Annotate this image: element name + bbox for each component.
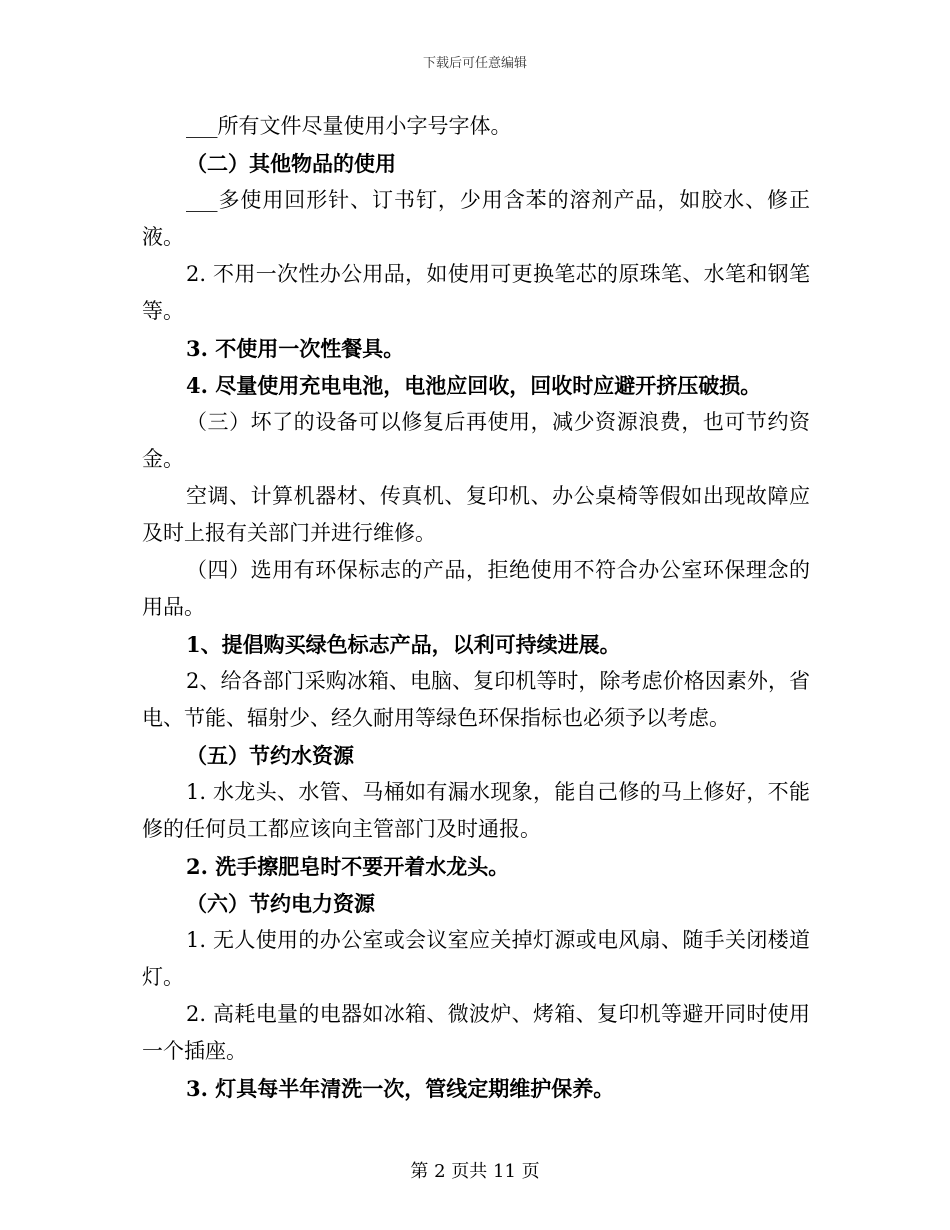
section-heading-2: （二）其他物品的使用: [186, 151, 396, 176]
section-heading-6: （六）节约电力资源: [186, 891, 375, 916]
paragraph-10: 1、提倡购买绿色标志产品，以利可持续进展。: [186, 632, 621, 657]
paragraph-1: ___所有文件尽量使用小字号字体。: [186, 114, 512, 138]
paragraph-18: 3. 灯具每半年清洗一次，管线定期维护保养。: [186, 1076, 615, 1101]
paragraph-11: 2、给各部门采购冰箱、电脑、复印机等时，除考虑价格因素外，省电、节能、辐射少、经久耐用等绿色环保指标也必须予以考虑。: [142, 669, 810, 730]
page-header: 下载后可任意编辑: [422, 56, 527, 71]
page-footer: 第 2 页共 11 页: [410, 1161, 540, 1182]
paragraph-14: 2. 洗手擦肥皂时不要开着水龙头。: [186, 854, 510, 879]
paragraph-13: 1. 水龙头、水管、马桶如有漏水现象，能自己修的马上修好，不能修的任何员工都应该向主管部门及时通报。: [142, 780, 810, 841]
document-body: [142, 108, 810, 1107]
paragraph-4: 2. 不用一次性办公用品，如使用可更换笔芯的原珠笔、水笔和钢笔等。: [142, 262, 810, 323]
paragraph-5: 3. 不使用一次性餐具。: [186, 336, 405, 361]
section-heading-4: （四）选用有环保标志的产品，拒绝使用不符合办公室环保理念的用品。: [142, 558, 810, 619]
section-heading-3: （三）坏了的设备可以修复后再使用，减少资源浪费，也可节约资金。: [142, 410, 810, 471]
paragraph-6: 4. 尽量使用充电电池，电池应回收，回收时应避开挤压破损。: [186, 373, 762, 398]
paragraph-17: 2. 高耗电量的电器如冰箱、微波炉、烤箱、复印机等避开同时使用一个插座。: [142, 1002, 810, 1063]
section-heading-5: （五）节约水资源: [186, 743, 354, 768]
paragraph-16: 1. 无人使用的办公室或会议室应关掉灯源或电风扇、随手关闭楼道灯。: [142, 928, 810, 989]
paragraph-3: ___多使用回形针、订书钉，少用含苯的溶剂产品，如胶水、修正液。: [142, 188, 810, 249]
paragraph-8: 空调、计算机器材、传真机、复印机、办公桌椅等假如出现故障应及时上报有关部门并进行维修。: [142, 484, 810, 545]
